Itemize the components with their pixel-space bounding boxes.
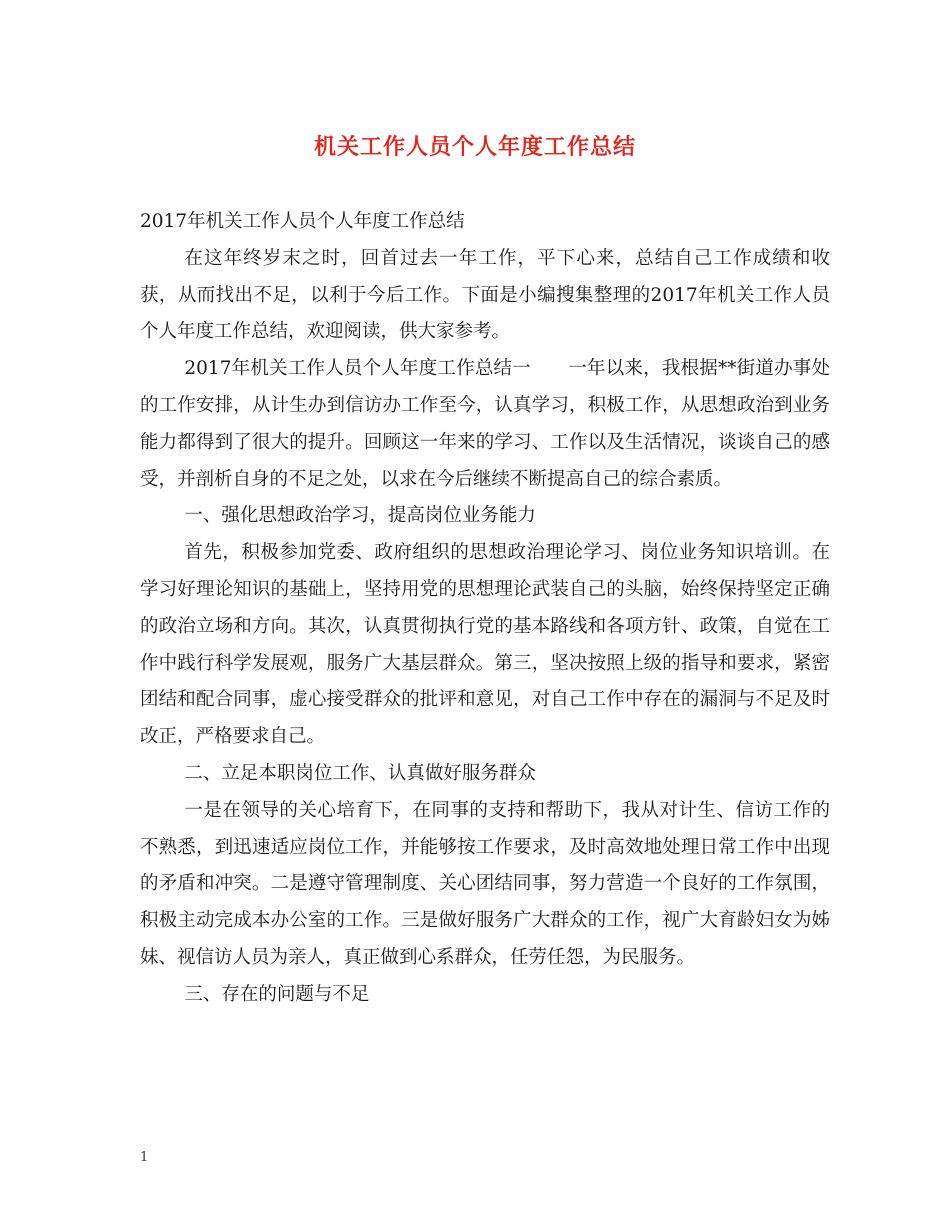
document-body — [140, 204, 830, 1014]
paragraph: 2017年机关工作人员个人年度工作总结 — [140, 211, 465, 232]
paragraph: 首先，积极参加党委、政府组织的思想政治理论学习、岗位业务知识培训。在学习好理论知识的基础上，坚持用党的思想理论武装自己的头脑，始终保持坚定正确的政治立场和方向。其次，认真贯彻执行党的基本路线和各项方针、政策，自觉在工作中践行科学发展观，服务广大基层群众。第三，坚决按照上级的指导和要求，紧密团结和配合同事，虚心接受群众的批评和意见，对自己工作中存在的漏洞与不足及时改正，严格要求自己。 — [140, 542, 830, 748]
paragraph: 2017年机关工作人员个人年度工作总结一 一年以来，我根据**街道办事处的工作安排，从计生办到信访办工作至今，认真学习，积极工作，从思想政治到业务能力都得到了很大的提升。回顾这一年来的学习、工作以及生活情况，谈谈自己的感受，并剖析自身的不足之处，以求在今后继续不断提高自己的综合素质。 — [140, 358, 830, 490]
section-heading: 三、存在的问题与不足 — [184, 983, 370, 1005]
section-heading: 一、强化思想政治学习，提高岗位业务能力 — [184, 505, 536, 527]
document-title: 机关工作人员个人年度工作总结 — [313, 134, 636, 160]
page-number: 1 — [140, 1150, 149, 1165]
section-heading: 二、立足本职岗位工作、认真做好服务群众 — [184, 762, 536, 784]
paragraph: 在这年终岁末之时，回首过去一年工作，平下心来，总结自己工作成绩和收获，从而找出不足，以利于今后工作。下面是小编搜集整理的2017年机关工作人员个人年度工作总结，欢迎阅读，供大家参考。 — [140, 247, 830, 343]
paragraph: 一是在领导的关心培育下，在同事的支持和帮助下，我从对计生、信访工作的不熟悉，到迅速适应岗位工作，并能够按工作要求，及时高效地处理日常工作中出现的矛盾和冲突。二是遵守管理制度、关心团结同事，努力营造一个良好的工作氛围，积极主动完成本办公室的工作。三是做好服务广大群众的工作，视广大育龄妇女为姊妹、视信访人员为亲人，真正做到心系群众，任劳任怨，为民服务。 — [140, 799, 830, 968]
